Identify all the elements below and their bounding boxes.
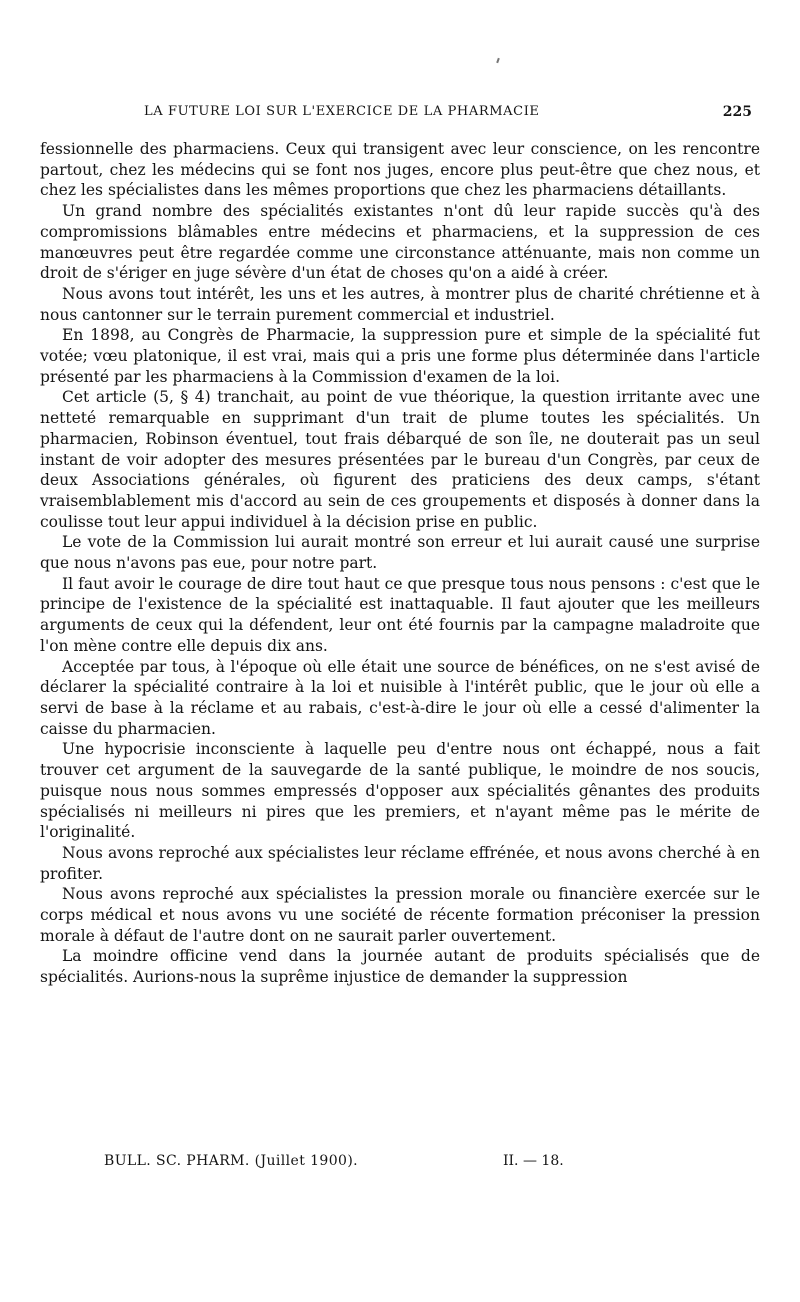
- paragraph: En 1898, au Congrès de Pharmacie, la suppression pure et simple de la spécialité fut votée; vœu platonique, il est vrai, mais qui a pris une forme plus déterminée dans l'article présenté par les pharmaciens à la Commission d'examen de la loi.: [40, 326, 760, 386]
- paragraph: La moindre officine vend dans la journée autant de produits spécialisés que de spécialités. Aurions-nous la suprême injustice de demander la suppression: [40, 947, 760, 987]
- paper-speck: [496, 58, 500, 63]
- paragraph: Nous avons reproché aux spécialistes leur réclame effrénée, et nous avons cherché à en profiter.: [40, 843, 760, 883]
- paragraph: Un grand nombre des spécialités existantes n'ont dû leur rapide succès qu'à des compromissions blâmables entre médecins et pharmaciens, et la suppression de ces manœuvres peut être regardée comme une circonstance atténuante, mais non comme un droit de s'ériger en juge sévère d'un état de choses qu'on a aidé à créer.: [40, 202, 760, 283]
- paragraph: Il faut avoir le courage de dire tout haut ce que presque tous nous pensons : c'est que le principe de l'existence de la spécialité est inattaquable. Il faut ajouter que les meilleurs arguments de ceux qui la défendent, leur ont été fournis par la campagne maladroite que l'on mène contre elle depuis dix ans.: [40, 574, 760, 655]
- running-header-title: LA FUTURE LOI SUR L'EXERCICE DE LA PHARMACIE: [144, 104, 540, 119]
- paragraph: Acceptée par tous, à l'époque où elle était une source de bénéfices, on ne s'est avisé de déclarer la spécialité contraire à la loi et nuisible à l'intérêt public, que le jour où elle a servi de base à la réclame et au rabais, c'est-à-dire le jour où elle a cessé d'alimenter la caisse du pharmacien.: [40, 657, 760, 738]
- body-text: [40, 139, 760, 988]
- paragraph: Cet article (5, § 4) tranchait, au point de vue théorique, la question irritante avec une netteté remarquable en supprimant d'un trait de plume toutes les spécialités. Un pharmacien, Robinson éventuel, tout frais débarqué de son île, ne douterait pas un seul instant de voir adopter des mesures présentées par le bureau d'un Congrès, par ceux de deux Associations générales, où figurent des praticiens des deux camps, s'étant vraisemblablement mis d'accord au sein de ces groupements et disposés à donner dans la coulisse tout leur appui individuel à la décision prise en public.: [40, 388, 760, 531]
- paragraph: fessionnelle des pharmaciens. Ceux qui transigent avec leur conscience, on les rencontre partout, chez les médecins qui se font nos juges, encore plus peut-être que chez nous, et chez les spécialistes dans les mêmes proportions que chez les pharmaciens détaillants.: [40, 140, 760, 200]
- paragraph: Nous avons tout intérêt, les uns et les autres, à montrer plus de charité chrétienne et à nous cantonner sur le terrain purement commercial et industriel.: [40, 284, 760, 324]
- running-header: [40, 104, 760, 126]
- page-footer: [40, 1153, 760, 1175]
- paragraph: Une hypocrisie inconsciente à laquelle peu d'entre nous ont échappé, nous a fait trouver cet argument de la sauvegarde de la santé publique, le moindre de nos soucis, puisque nous nous sommes empressés d'opposer aux spécialités gênantes des produits spécialisés ni meilleurs ni pires que les premiers, et n'ayant même pas le mérite de l'originalité.: [40, 740, 760, 842]
- paragraph: Le vote de la Commission lui aurait montré son erreur et lui aurait causé une surprise que nous n'avons pas eue, pour notre part.: [40, 533, 760, 573]
- signature-mark: II. — 18.: [503, 1153, 564, 1169]
- journal-citation: BULL. SC. PHARM. (Juillet 1900).: [104, 1153, 359, 1169]
- page-number: 225: [722, 104, 752, 120]
- paragraph: Nous avons reproché aux spécialistes la pression morale ou financière exercée sur le corps médical et nous avons vu une société de récente formation préconiser la pression morale à défaut de l'autre dont on ne saurait parler ouvertement.: [40, 885, 760, 945]
